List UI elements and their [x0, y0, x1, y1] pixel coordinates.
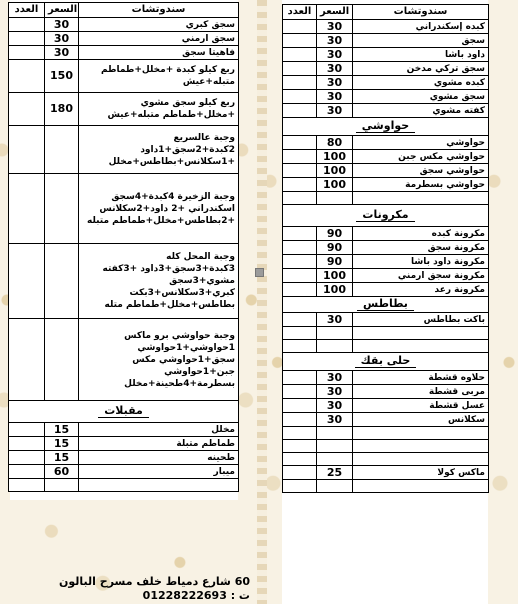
item-name-cell: كبده مشوي [353, 76, 489, 90]
item-name-cell: كفته مشوي [353, 104, 489, 118]
items-header: سندوتشات [79, 3, 239, 18]
item-name-cell: مخلل [79, 423, 239, 437]
empty-cell [283, 327, 317, 340]
section-heading [283, 297, 489, 313]
menu-item-row [283, 20, 489, 34]
qty-header: العدد [9, 3, 45, 18]
footer-phone: ت : 01228222693 [142, 589, 250, 602]
qty-cell [283, 20, 317, 34]
qty-cell [9, 319, 45, 401]
item-name-cell: سكلانس [353, 413, 489, 427]
section-heading-row [283, 353, 489, 371]
item-name-cell: داود باشا [353, 48, 489, 62]
empty-cell [353, 192, 489, 205]
item-name-cell: فاهيتا سجق [79, 46, 239, 60]
qty-cell [9, 60, 45, 93]
menu-item-row [283, 178, 489, 192]
price-cell: 30 [317, 62, 353, 76]
menu-item-row [9, 93, 239, 126]
section-heading-row [283, 297, 489, 313]
price-cell: 60 [45, 465, 79, 479]
item-name-cell: سجق ارمني [79, 32, 239, 46]
empty-cell [353, 327, 489, 340]
empty-row [283, 327, 489, 340]
qty-cell [283, 241, 317, 255]
item-name-cell: حواوشي [353, 136, 489, 150]
menu-item-row [9, 60, 239, 93]
menu-item-row [283, 283, 489, 297]
item-name-cell: وجبة الزخيرة 4كبدة+4سجق اسكندراني +2 داود+2سكلانس +2بطاطس+مخلل+طماطم متبله [79, 174, 239, 244]
menu-item-row [9, 423, 239, 437]
empty-row [283, 192, 489, 205]
qty-cell [283, 48, 317, 62]
empty-cell [79, 479, 239, 492]
menu-item-row [9, 46, 239, 60]
qty-cell [283, 269, 317, 283]
item-name-cell: سجق تركي مدخن [353, 62, 489, 76]
price-cell: 180 [45, 93, 79, 126]
price-cell: 30 [317, 20, 353, 34]
item-name-cell: عسل قشطة [353, 399, 489, 413]
empty-cell [317, 440, 353, 453]
section-title: مكرونات [356, 209, 414, 222]
item-name-cell: حلاوه قشطة [353, 371, 489, 385]
qty-cell [283, 62, 317, 76]
right-side-ornament [488, 0, 518, 604]
qty-cell [283, 104, 317, 118]
item-name-cell: حواوشي سجق [353, 164, 489, 178]
empty-cell [283, 427, 317, 440]
qty-cell [9, 244, 45, 319]
qty-cell [283, 34, 317, 48]
empty-row [9, 479, 239, 492]
empty-row [283, 453, 489, 466]
qty-cell [9, 451, 45, 465]
item-name-cell: وجبة المحل كله 3كبدة+3سجق+3داود +3كفته مشوي+3سجق كبري+3سكلانس+3بكت بطاطس+مخلل+طماطم متله [79, 244, 239, 319]
footer-address: 60 شارع دمياط خلف مسرح البالون [59, 575, 250, 588]
menu-item-row [283, 136, 489, 150]
empty-cell [317, 192, 353, 205]
price-cell: 30 [317, 313, 353, 327]
menu-item-row [283, 385, 489, 399]
empty-cell [9, 479, 45, 492]
menu-item-row [283, 150, 489, 164]
right-header-row [283, 5, 489, 20]
price-cell: 30 [45, 46, 79, 60]
qty-cell [283, 283, 317, 297]
item-name-cell: ماكس كولا [353, 466, 489, 480]
qty-cell [283, 399, 317, 413]
section-heading [283, 205, 489, 227]
price-cell: 30 [45, 18, 79, 32]
price-cell: 100 [317, 283, 353, 297]
price-cell: 30 [317, 385, 353, 399]
menu-item-row [9, 244, 239, 319]
section-heading [283, 118, 489, 136]
empty-cell [45, 479, 79, 492]
qty-cell [9, 126, 45, 174]
qty-cell [9, 18, 45, 32]
section-heading-row [283, 118, 489, 136]
left-menu-table [8, 2, 239, 492]
item-name-cell: سجق كبري [79, 18, 239, 32]
menu-item-row [283, 371, 489, 385]
price-cell [45, 244, 79, 319]
menu-item-row [283, 255, 489, 269]
menu-item-row [283, 62, 489, 76]
price-cell: 30 [317, 413, 353, 427]
price-header: السعر [317, 5, 353, 20]
item-name-cell: طماطم متبلة [79, 437, 239, 451]
price-cell: 15 [45, 451, 79, 465]
qty-cell [283, 164, 317, 178]
qty-cell [283, 313, 317, 327]
price-cell: 80 [317, 136, 353, 150]
price-cell: 150 [45, 60, 79, 93]
price-cell: 30 [317, 76, 353, 90]
menu-item-row [283, 76, 489, 90]
qty-cell [283, 466, 317, 480]
qty-cell [283, 150, 317, 164]
item-name-cell: كبده إسكندراني [353, 20, 489, 34]
item-name-cell: مكرونة كبده [353, 227, 489, 241]
price-cell: 30 [317, 399, 353, 413]
menu-item-row [283, 241, 489, 255]
price-cell: 30 [317, 90, 353, 104]
empty-cell [353, 440, 489, 453]
qty-header: العدد [283, 5, 317, 20]
price-cell: 100 [317, 150, 353, 164]
resize-handle[interactable] [255, 268, 264, 277]
price-cell: 30 [317, 48, 353, 62]
item-name-cell: ميبار [79, 465, 239, 479]
qty-cell [9, 93, 45, 126]
menu-item-row [283, 313, 489, 327]
qty-cell [9, 32, 45, 46]
empty-cell [317, 480, 353, 493]
qty-cell [9, 46, 45, 60]
menu-item-row [283, 164, 489, 178]
section-heading-row [283, 205, 489, 227]
menu-item-row [9, 451, 239, 465]
item-name-cell: وجبة حواوشي برو ماكس 1حواوشي+1حواوشي سجق+1حواوشي مكس جبن+1حواوشي بسطرمة+4طحينة+مخلل [79, 319, 239, 401]
empty-cell [283, 453, 317, 466]
section-heading [283, 353, 489, 371]
item-name-cell: مكرونة داود باشا [353, 255, 489, 269]
section-heading [9, 401, 239, 423]
empty-row [283, 427, 489, 440]
menu-item-row [283, 466, 489, 480]
qty-cell [283, 76, 317, 90]
items-header: سندوتشات [353, 5, 489, 20]
qty-cell [283, 227, 317, 241]
qty-cell [9, 174, 45, 244]
qty-cell [283, 413, 317, 427]
item-name-cell: مكرونة رعد [353, 283, 489, 297]
price-cell: 90 [317, 227, 353, 241]
section-title: مقبلات [98, 405, 149, 418]
qty-cell [283, 90, 317, 104]
price-cell: 15 [45, 423, 79, 437]
left-header-row [9, 3, 239, 18]
menu-item-row [283, 90, 489, 104]
menu-item-row [9, 32, 239, 46]
qty-cell [283, 385, 317, 399]
qty-cell [9, 465, 45, 479]
empty-cell [317, 327, 353, 340]
price-cell: 100 [317, 178, 353, 192]
qty-cell [9, 437, 45, 451]
item-name-cell: حواوشي بسطرمة [353, 178, 489, 192]
price-cell [45, 126, 79, 174]
empty-row [283, 340, 489, 353]
item-name-cell: طحينه [79, 451, 239, 465]
section-heading-row [9, 401, 239, 423]
empty-cell [353, 340, 489, 353]
price-cell: 30 [317, 104, 353, 118]
price-cell: 25 [317, 466, 353, 480]
price-cell [45, 174, 79, 244]
menu-item-row [283, 227, 489, 241]
menu-item-row [9, 437, 239, 451]
menu-item-row [9, 319, 239, 401]
price-cell: 15 [45, 437, 79, 451]
right-menu-table [282, 4, 489, 493]
price-cell: 30 [317, 34, 353, 48]
page-divider [257, 0, 267, 604]
right-left-ornament [267, 0, 282, 604]
item-name-cell: وجبة عالسريع 2كبدة+2سجق+1داود +1سكلانس+بطاطس+مخلل [79, 126, 239, 174]
empty-cell [283, 192, 317, 205]
qty-cell [283, 136, 317, 150]
section-title: حلى بقك [355, 355, 417, 368]
price-cell: 100 [317, 164, 353, 178]
qty-cell [9, 423, 45, 437]
qty-cell [283, 371, 317, 385]
menu-item-row [283, 399, 489, 413]
empty-cell [353, 480, 489, 493]
menu-item-row [9, 174, 239, 244]
empty-row [283, 440, 489, 453]
item-name-cell: سجق [353, 34, 489, 48]
menu-item-row [9, 465, 239, 479]
empty-row [283, 480, 489, 493]
item-name-cell: ربع كيلو كبدة +مخلل+طماطم متبله+عيش [79, 60, 239, 93]
section-title: حواوشي [356, 120, 415, 133]
empty-cell [283, 480, 317, 493]
menu-item-row [283, 104, 489, 118]
price-cell: 90 [317, 255, 353, 269]
empty-cell [317, 340, 353, 353]
price-header: السعر [45, 3, 79, 18]
left-side-ornament [238, 0, 257, 500]
menu-item-row [9, 18, 239, 32]
menu-item-row [9, 126, 239, 174]
price-cell [45, 319, 79, 401]
qty-cell [283, 255, 317, 269]
empty-cell [353, 453, 489, 466]
item-name-cell: مكرونة سجق ارمني [353, 269, 489, 283]
menu-item-row [283, 269, 489, 283]
empty-cell [283, 340, 317, 353]
price-cell: 100 [317, 269, 353, 283]
section-title: بطاطس [357, 298, 414, 311]
empty-cell [353, 427, 489, 440]
item-name-cell: سجق مشوي [353, 90, 489, 104]
empty-cell [283, 440, 317, 453]
empty-cell [317, 427, 353, 440]
menu-item-row [283, 34, 489, 48]
empty-cell [317, 453, 353, 466]
price-cell: 30 [45, 32, 79, 46]
price-cell: 90 [317, 241, 353, 255]
price-cell: 30 [317, 371, 353, 385]
item-name-cell: باكت بطاطس [353, 313, 489, 327]
item-name-cell: مكرونة سجق [353, 241, 489, 255]
item-name-cell: ربع كيلو سجق مشوي +مخلل+طماطم متبله+عيش [79, 93, 239, 126]
menu-item-row [283, 48, 489, 62]
qty-cell [283, 178, 317, 192]
menu-item-row [283, 413, 489, 427]
item-name-cell: حواوشي مكس جبن [353, 150, 489, 164]
item-name-cell: مربى قشطة [353, 385, 489, 399]
